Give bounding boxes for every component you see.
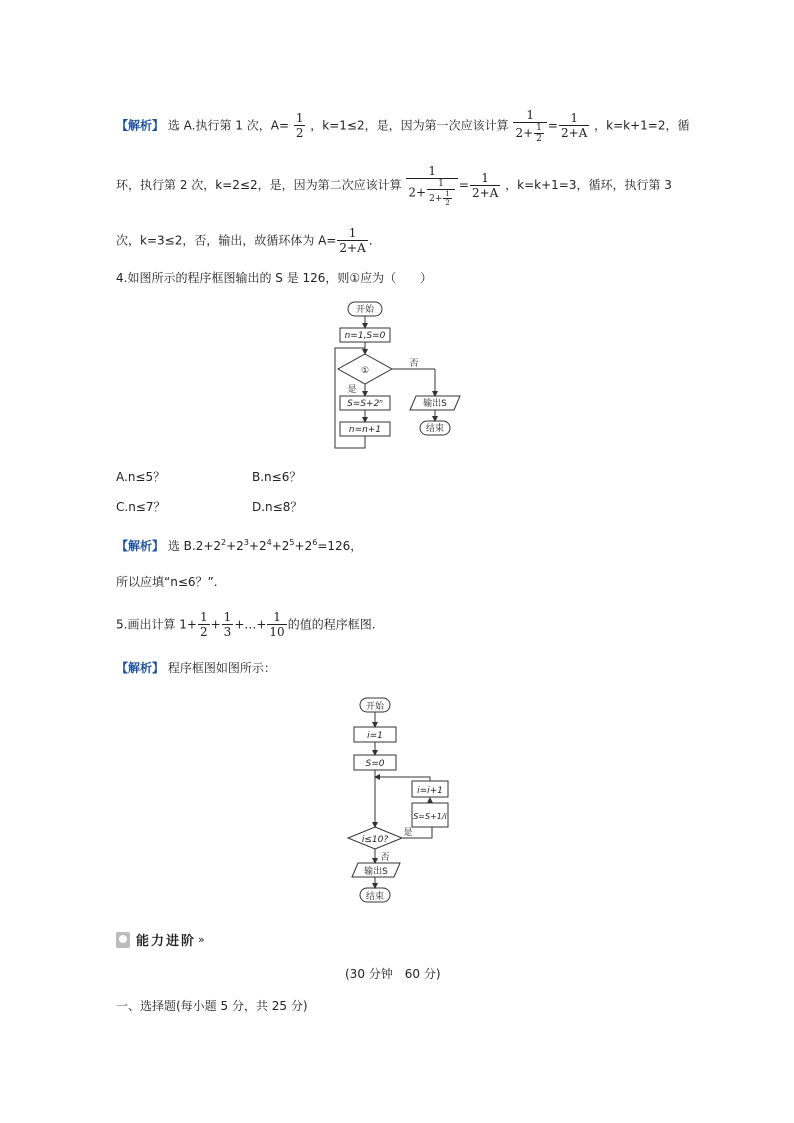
fraction: 1 2+ $\frac{1}{2}$ bbox=[513, 108, 546, 144]
svg-text:S=S+1/i: S=S+1/i bbox=[413, 812, 447, 821]
svg-text:开始: 开始 bbox=[365, 702, 385, 712]
section-time: (30 分钟 60 分) bbox=[345, 967, 441, 981]
q5-question: 5.画出计算 1+ $\frac{1}{2}$ + $\frac{1}{3}$ +…+ $\frac{1}{10}$ 的值的程序框图. bbox=[116, 610, 376, 639]
q4-option-a: A.n≤5？ bbox=[116, 470, 166, 484]
analysis-tag: 【解析】 bbox=[116, 539, 165, 553]
q3-text: ，k=k+1=3，循环，执行第 3 bbox=[505, 178, 672, 192]
svg-text:①: ① bbox=[360, 366, 370, 376]
q3-text: ，k=k+1=2，循 bbox=[594, 118, 690, 133]
section-header bbox=[116, 930, 205, 949]
q4-option-d: D.n≤8？ bbox=[252, 500, 303, 514]
svg-text:是: 是 bbox=[403, 828, 413, 838]
q4-question: 4.如图所示的程序框图输出的 S 是 126，则①应为（ ） bbox=[116, 271, 433, 285]
q4-option-b: B.n≤6？ bbox=[252, 470, 302, 484]
fraction: 1 2+ 1 2+ $\frac{1}{2}$ bbox=[406, 164, 457, 207]
q3-text: 环，执行第 2 次，k=2≤2，是，因为第二次应该计算 bbox=[116, 178, 402, 192]
q3-text: 次，k=3≤2，否，输出，故循环体为 A= bbox=[116, 233, 337, 248]
q4-conclusion: 所以应填“n≤6？”. bbox=[116, 575, 218, 589]
svg-text:输出S: 输出S bbox=[364, 867, 388, 877]
q3-line-2: 环，执行第 2 次，k=2≤2，是，因为第二次应该计算 1 2+ 1 2+ $\frac{1}{2}$ = $\frac{1}{2+A}$ ，k=k+1=3，循环，执行第 3 bbox=[116, 164, 672, 207]
q5-answer: 【解析】 程序框图如图所示： bbox=[116, 661, 276, 675]
svg-text:n=n+1: n=n+1 bbox=[348, 425, 382, 435]
q4-answer: 【解析】 选 $B.2+2^2+2^3+2^4+2^5+2^6=126$， bbox=[116, 538, 363, 553]
q3-line-1: 【解析】 选 A.执行第 1 次，A= $\frac{1}{2}$ ，k=1≤2，是，因为第一次应该计算 1 2+ $\frac{1}{2}$ = $\frac{1}{2+A}$ ，k=k+1=2，循 bbox=[116, 108, 690, 144]
q3-text: 选 A.执行第 1 次，A= bbox=[167, 118, 289, 133]
svg-text:i=i+1: i=i+1 bbox=[417, 786, 443, 796]
svg-text:输出S: 输出S bbox=[423, 399, 447, 409]
svg-text:n=1,S=0: n=1,S=0 bbox=[344, 331, 386, 341]
svg-text:i≤10?: i≤10? bbox=[361, 835, 389, 845]
double-chevron-icon: » bbox=[198, 933, 205, 946]
svg-text:S=0: S=0 bbox=[365, 759, 385, 769]
svg-text:结束: 结束 bbox=[425, 424, 445, 434]
analysis-tag: 【解析】 bbox=[116, 661, 165, 675]
svg-text:i=1: i=1 bbox=[367, 731, 383, 741]
analysis-tag: 【解析】 bbox=[116, 118, 165, 133]
svg-text:开始: 开始 bbox=[355, 305, 375, 315]
fraction: $\frac{1}{2+A}$ bbox=[471, 170, 499, 200]
fraction: $\frac{1}{3}$ bbox=[223, 610, 232, 639]
fraction: $\frac{1}{2}$ bbox=[295, 111, 304, 140]
fraction: $\frac{1}{2+A}$ bbox=[339, 226, 366, 255]
section-title: 能力进阶 bbox=[136, 934, 197, 949]
q3-line-3: 次，k=3≤2，否，输出，故循环体为 A= $\frac{1}{2+A}$ . bbox=[116, 226, 373, 255]
svg-text:否: 否 bbox=[380, 853, 390, 863]
q3-text: ，k=1≤2，是，因为第一次应该计算 bbox=[310, 118, 509, 133]
fraction: $\frac{1}{2+A}$ bbox=[560, 111, 588, 140]
svg-text:是: 是 bbox=[347, 385, 357, 395]
q5-flowchart bbox=[340, 695, 460, 910]
q4-option-c: C.n≤7？ bbox=[116, 500, 166, 514]
svg-text:否: 否 bbox=[409, 359, 419, 369]
svg-text:S=S+2ⁿ: S=S+2ⁿ bbox=[347, 399, 383, 409]
section-part: 一、选择题(每小题 5 分，共 25 分) bbox=[116, 999, 308, 1013]
q4-flowchart bbox=[330, 300, 470, 455]
svg-text:结束: 结束 bbox=[365, 892, 385, 902]
fraction: $\frac{1}{2}$ bbox=[199, 610, 208, 639]
fraction: $\frac{1}{10}$ bbox=[269, 610, 285, 639]
lightbulb-icon bbox=[116, 932, 130, 948]
